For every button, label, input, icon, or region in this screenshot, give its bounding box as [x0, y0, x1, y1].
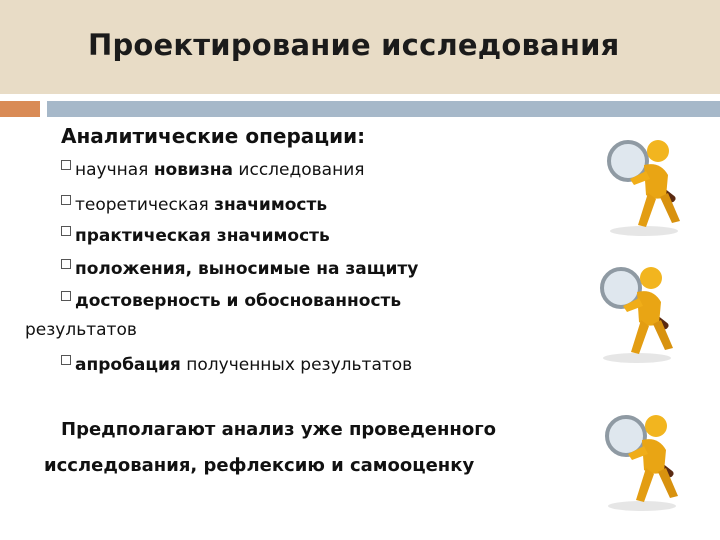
- bullet-item: [61, 225, 330, 247]
- bullet-item-continuation: результатов: [25, 320, 137, 340]
- bullet-item: [61, 290, 401, 312]
- square-bullet-icon: [61, 291, 71, 301]
- title-banner: [0, 0, 720, 94]
- accent-bar-blue: [47, 101, 720, 117]
- item-bold-text: значимость: [214, 195, 328, 215]
- bullet-item: [61, 194, 327, 216]
- slide-title: Проектирование исследования: [88, 28, 620, 62]
- item-bold-text: положения, выносимые на защиту: [75, 259, 419, 279]
- item-bold-text: апробация: [75, 355, 181, 375]
- bullet-item: [61, 159, 364, 181]
- square-bullet-icon: [61, 195, 71, 205]
- bullet-item: [61, 354, 412, 376]
- square-bullet-icon: [61, 355, 71, 365]
- item-bold-text: достоверность и обоснованность: [75, 291, 402, 311]
- summary-line-1: Предполагают анализ уже проведенного: [61, 419, 496, 440]
- item-text: полученных результатов: [180, 355, 413, 375]
- subheading-colon: :: [357, 124, 366, 148]
- magnifier-figure-icon: [586, 402, 698, 514]
- subheading-text: Аналитические операции: [61, 124, 358, 148]
- square-bullet-icon: [61, 259, 71, 269]
- square-bullet-icon: [61, 160, 71, 170]
- accent-bar-orange: [0, 101, 40, 117]
- magnifier-figure-icon: [588, 127, 700, 239]
- item-text: теоретическая: [75, 195, 215, 215]
- bullet-item: [61, 258, 418, 280]
- square-bullet-icon: [61, 226, 71, 236]
- summary-line-2: исследования, рефлексию и самооценку: [44, 455, 475, 476]
- item-bold-text: новизна: [153, 160, 234, 180]
- item-text: исследования: [233, 160, 365, 180]
- section-subheading: [61, 124, 365, 148]
- item-bold-text: практическая значимость: [75, 226, 330, 246]
- magnifier-figure-icon: [581, 254, 693, 366]
- item-text: научная: [75, 160, 154, 180]
